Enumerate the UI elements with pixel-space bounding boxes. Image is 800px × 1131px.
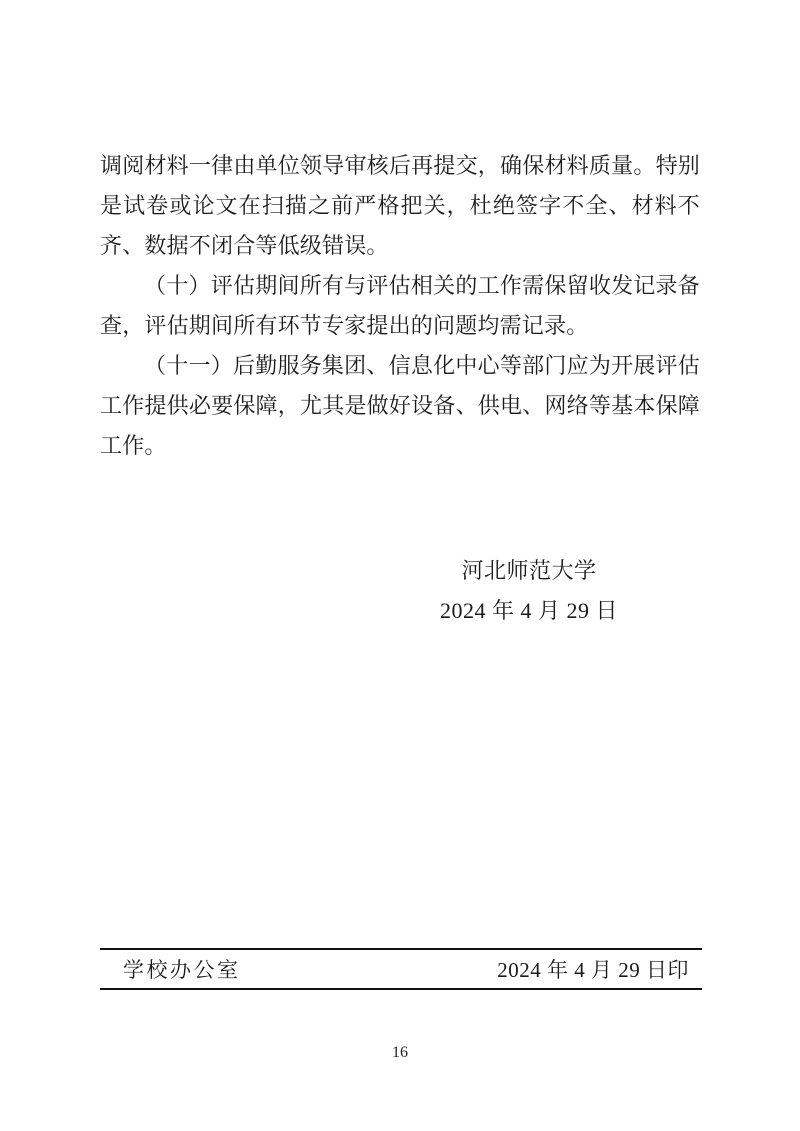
footer-bar: [100, 948, 702, 990]
signature-issuer: 河北师范大学: [461, 558, 597, 583]
paragraph: （十）评估期间所有与评估相关的工作需保留收发记录备查，评估期间所有环节专家提出的问题均需记录。: [100, 273, 700, 338]
footer-office-name: 学校办公室: [123, 958, 241, 982]
paragraph: （十一）后勤服务集团、信息化中心等部门应为开展评估工作提供必要保障，尤其是做好设备、供电、网络等基本保障工作。: [100, 353, 700, 458]
signature-date: 2024 年 4 月 29 日: [439, 598, 618, 623]
footer-print-date: 2024 年 4 月 29 日印: [497, 958, 689, 982]
paragraph: 调阅材料一律由单位领导审核后再提交，确保材料质量。特别是试卷或论文在扫描之前严格把关，杜绝签字不全、材料不齐、数据不闭合等低级错误。: [100, 153, 700, 258]
page-number: 16: [392, 1044, 408, 1061]
document-body: [100, 146, 700, 466]
signature-block: [358, 551, 700, 631]
